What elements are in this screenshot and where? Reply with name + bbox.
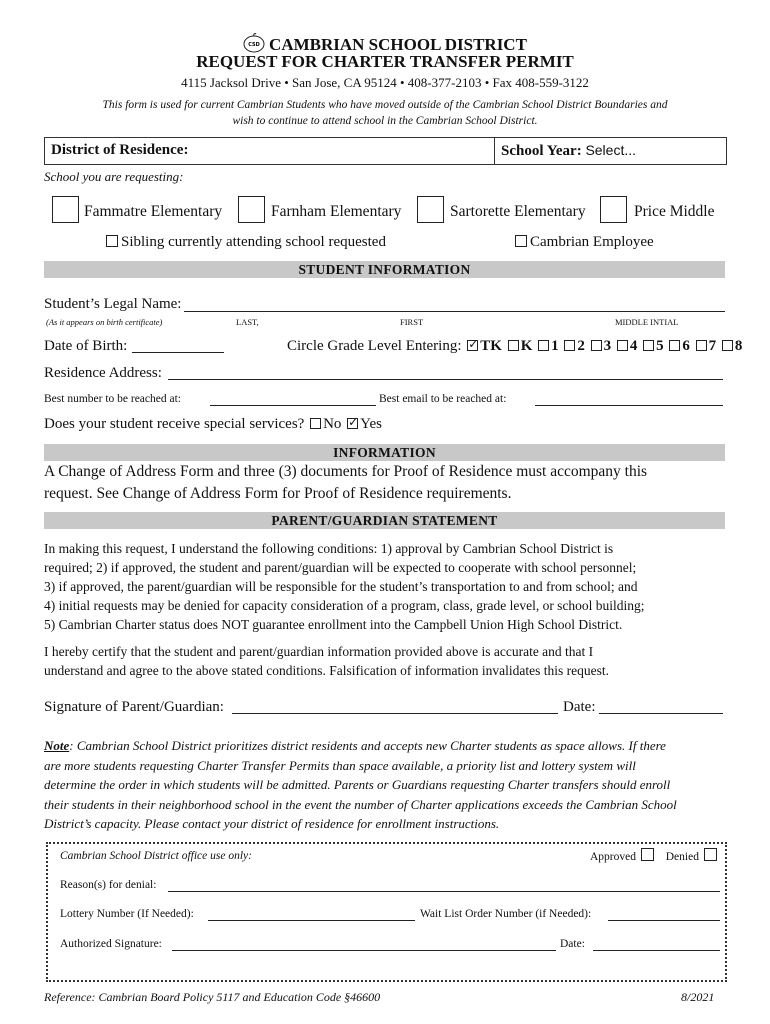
grade-row bbox=[287, 338, 742, 355]
price-middle-checkbox[interactable] bbox=[600, 196, 627, 223]
residence-address-label: Residence Address: bbox=[44, 365, 162, 381]
first-label: FIRST bbox=[400, 317, 424, 327]
name-note: (As it appears on birth certificate) bbox=[46, 317, 163, 327]
intro-line-2: wish to continue to attend school in the Cambrian School District. bbox=[232, 115, 538, 127]
guardian-date-line[interactable] bbox=[599, 713, 723, 714]
approved-checkbox[interactable] bbox=[641, 848, 654, 861]
authorized-signature-line[interactable] bbox=[172, 950, 556, 951]
school-request-prompt: School you are requesting: bbox=[44, 169, 184, 184]
email-label: Best email to be reached at: bbox=[379, 393, 507, 405]
note-line: : Cambrian School District prioritizes district residents and accepts new Charter students as space allows. If there bbox=[69, 738, 666, 753]
svg-text:CSD: CSD bbox=[248, 42, 260, 48]
school-year-select[interactable]: Select... bbox=[585, 142, 637, 158]
special-no-label: No bbox=[323, 416, 342, 432]
middle-label: MIDDLE INTIAL bbox=[615, 317, 679, 327]
residence-address-line[interactable] bbox=[168, 379, 723, 380]
note-line: are more students requesting Charter Transfer Permits than space available, a priority list and lottery system will bbox=[44, 757, 636, 773]
residence-divider bbox=[494, 138, 495, 164]
denied-label: Denied bbox=[665, 851, 699, 863]
guardian-certify bbox=[44, 642, 728, 680]
office-date-label: Date: bbox=[560, 938, 585, 950]
grade-tk-checkbox[interactable] bbox=[467, 340, 478, 351]
grade-7: 7 bbox=[708, 338, 717, 354]
dob-line[interactable] bbox=[132, 352, 224, 353]
grade-7-checkbox[interactable] bbox=[696, 340, 707, 351]
certify-line: understand and agree to the above stated conditions. Falsification of information invalidates this request. bbox=[44, 663, 609, 678]
district-title: CAMBRIAN SCHOOL DISTRICT bbox=[269, 35, 527, 54]
district-logo-icon bbox=[243, 33, 265, 53]
certify-line: I hereby certify that the student and parent/guardian information provided above is accurate and that I bbox=[44, 644, 594, 659]
fammatre-checkbox[interactable] bbox=[52, 196, 79, 223]
grade-label: Circle Grade Level Entering: bbox=[287, 338, 462, 354]
grade-5: 5 bbox=[656, 338, 664, 354]
information-bar: INFORMATION bbox=[44, 444, 725, 461]
condition-line: In making this request, I understand the following conditions: 1) approval by Cambrian School District is bbox=[44, 541, 614, 556]
guardian-signature-label: Signature of Parent/Guardian: bbox=[44, 699, 224, 715]
special-services-row bbox=[44, 416, 382, 433]
guardian-date-label: Date: bbox=[563, 699, 596, 715]
farnham-checkbox[interactable] bbox=[238, 196, 265, 223]
student-info-bar: STUDENT INFORMATION bbox=[44, 261, 725, 278]
waitlist-line[interactable] bbox=[608, 920, 720, 921]
note-block bbox=[44, 736, 728, 834]
district-address: 4115 Jacksol Drive • San Jose, CA 95124 • 408-377-2103 • Fax 408-559-3122 bbox=[181, 75, 589, 90]
employee-checkbox[interactable] bbox=[515, 235, 527, 247]
guardian-bar: PARENT/GUARDIAN STATEMENT bbox=[44, 512, 725, 529]
note-line: determine the order in which students will be admitted. Parents or Guardians requesting Charter transfers should enroll bbox=[44, 777, 671, 792]
denial-reasons-label: Reason(s) for denial: bbox=[60, 879, 157, 891]
special-yes-checkbox[interactable] bbox=[347, 418, 358, 429]
information-line-2: request. See Change of Address Form for Proof of Residence requirements. bbox=[44, 485, 512, 502]
farnham-label: Farnham Elementary bbox=[271, 203, 402, 220]
sibling-label: Sibling currently attending school requested bbox=[121, 234, 386, 250]
sartorette-label: Sartorette Elementary bbox=[450, 203, 586, 220]
sibling-option bbox=[106, 234, 386, 251]
grade-k-checkbox[interactable] bbox=[508, 340, 519, 351]
authorized-signature-label: Authorized Signature: bbox=[60, 938, 162, 950]
phone-line[interactable] bbox=[210, 405, 376, 406]
condition-line: 4) initial requests may be denied for capacity consideration of a program, class, grade level, or school building; bbox=[44, 598, 645, 613]
note-line: their students in their neighborhood school in the event the number of Charter applications exceeds the Cambrian School bbox=[44, 796, 677, 812]
guardian-signature-line[interactable] bbox=[232, 713, 558, 714]
residence-box bbox=[44, 137, 727, 165]
fammatre-label: Fammatre Elementary bbox=[84, 203, 223, 220]
grade-8-checkbox[interactable] bbox=[722, 340, 733, 351]
district-of-residence-field[interactable]: District of Residence: bbox=[51, 142, 189, 158]
approval-row bbox=[590, 848, 720, 863]
grade-5-checkbox[interactable] bbox=[643, 340, 654, 351]
email-line[interactable] bbox=[535, 405, 723, 406]
office-date-line[interactable] bbox=[593, 950, 720, 951]
grade-6: 6 bbox=[682, 338, 690, 354]
legal-name-label: Student’s Legal Name: bbox=[44, 296, 182, 312]
form-subtitle: REQUEST FOR CHARTER TRANSFER PERMIT bbox=[196, 52, 574, 71]
waitlist-label: Wait List Order Number (if Needed): bbox=[420, 908, 592, 920]
last-label: LAST, bbox=[236, 317, 259, 327]
grade-3-checkbox[interactable] bbox=[591, 340, 602, 351]
grade-1-checkbox[interactable] bbox=[538, 340, 549, 351]
information-text bbox=[44, 461, 728, 505]
grade-k: K bbox=[520, 338, 533, 354]
denied-checkbox[interactable] bbox=[704, 848, 717, 861]
information-line-1: A Change of Address Form and three (3) documents for Proof of Residence must accompany this bbox=[44, 463, 648, 480]
grade-2-checkbox[interactable] bbox=[564, 340, 575, 351]
grade-tk: TK bbox=[480, 338, 502, 354]
legal-name-line[interactable] bbox=[184, 311, 725, 312]
footer-reference: Reference: Cambrian Board Policy 5117 and Education Code §46600 bbox=[44, 990, 381, 1004]
dob-label: Date of Birth: bbox=[44, 338, 128, 354]
grade-3: 3 bbox=[603, 338, 612, 354]
school-year-field[interactable] bbox=[501, 142, 636, 160]
intro-line-1: This form is used for current Cambrian Students who have moved outside of the Cambrian School District Boundaries and bbox=[102, 99, 668, 111]
condition-line: 3) if approved, the parent/guardian will be responsible for the student’s transportation to and from school; and bbox=[44, 579, 638, 594]
price-middle-label: Price Middle bbox=[634, 203, 715, 220]
lottery-label: Lottery Number (If Needed): bbox=[60, 908, 194, 920]
grade-8: 8 bbox=[734, 338, 743, 354]
note-line: District’s capacity. Please contact your district of residence for enrollment instructions. bbox=[44, 816, 500, 831]
grade-6-checkbox[interactable] bbox=[669, 340, 680, 351]
grade-1: 1 bbox=[551, 338, 559, 354]
condition-line: required; 2) if approved, the student and parent/guardian will be expected to cooperate with school personnel; bbox=[44, 560, 637, 575]
condition-line: 5) Cambrian Charter status does NOT guarantee enrollment into the Campbell Union High School District. bbox=[44, 617, 623, 632]
special-yes-label: Yes bbox=[360, 416, 382, 432]
grade-2: 2 bbox=[577, 338, 585, 354]
guardian-conditions bbox=[44, 539, 728, 634]
sibling-checkbox[interactable] bbox=[106, 235, 118, 247]
employee-label: Cambrian Employee bbox=[530, 234, 654, 250]
lottery-line[interactable] bbox=[208, 920, 415, 921]
grade-4: 4 bbox=[629, 338, 638, 354]
approved-label: Approved bbox=[590, 851, 636, 863]
office-use-box bbox=[46, 842, 727, 982]
school-year-label: School Year: bbox=[501, 143, 582, 159]
special-services-label: Does your student receive special services? bbox=[44, 416, 305, 432]
sartorette-checkbox[interactable] bbox=[417, 196, 444, 223]
footer-date: 8/2021 bbox=[681, 990, 715, 1004]
phone-label: Best number to be reached at: bbox=[44, 393, 181, 405]
special-no-checkbox[interactable] bbox=[310, 418, 321, 429]
grade-4-checkbox[interactable] bbox=[617, 340, 628, 351]
denial-reasons-line[interactable] bbox=[168, 891, 720, 892]
office-use-title: Cambrian School District office use only: bbox=[60, 850, 252, 862]
note-label: Note bbox=[44, 738, 70, 753]
employee-option bbox=[515, 234, 654, 251]
